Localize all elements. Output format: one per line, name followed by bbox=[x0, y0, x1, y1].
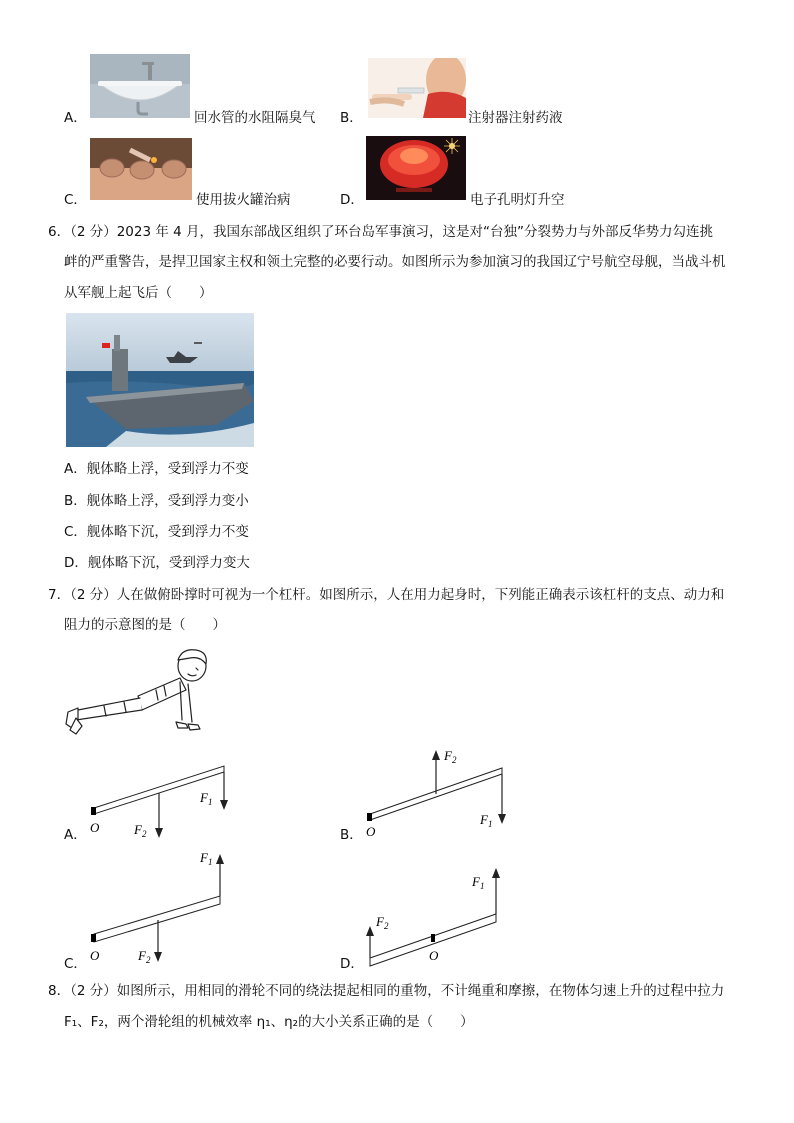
lever-diagram-b[interactable] bbox=[362, 746, 512, 836]
q5-option-a-label: A． bbox=[64, 110, 87, 126]
q7-stem-line2: 阻力的示意图的是（ ） bbox=[64, 617, 226, 633]
syringe-photo bbox=[368, 58, 466, 118]
lever-diagram-a[interactable] bbox=[86, 760, 236, 840]
pivot-label: O bbox=[90, 820, 100, 835]
q7-option-b-label[interactable]: B． bbox=[340, 827, 363, 843]
q7-option-c-label[interactable]: C． bbox=[64, 956, 87, 972]
pivot-marker bbox=[431, 934, 435, 942]
pivot-label: O bbox=[90, 948, 100, 963]
pivot-label: O bbox=[366, 824, 376, 836]
lever-diagram-c[interactable] bbox=[86, 848, 236, 972]
q6-option-c[interactable]: C．舰体略下沉，受到浮力不变 bbox=[64, 524, 249, 540]
force-f2-label: $F_2$ bbox=[138, 948, 151, 965]
pivot-marker bbox=[367, 813, 372, 821]
q5-option-c-label: C． bbox=[64, 192, 87, 208]
force-f2-label: $F_2$ bbox=[444, 748, 457, 765]
q7-option-a-label[interactable]: A． bbox=[64, 827, 87, 843]
pushup-figure bbox=[64, 646, 214, 742]
q5-option-b-label: B． bbox=[340, 110, 363, 126]
q6-option-b[interactable]: B．舰体略上浮，受到浮力变小 bbox=[64, 493, 249, 509]
pivot-marker bbox=[91, 807, 96, 815]
cupping-photo bbox=[90, 138, 192, 200]
q8-stem-line2: F₁、F₂，两个滑轮组的机械效率 η₁、η₂的大小关系正确的是（ ） bbox=[64, 1014, 474, 1030]
q7-stem-line1: 7．（2 分）人在做俯卧撑时可视为一个杠杆。如图所示，人在用力起身时，下列能正确表示该杠杆的支点、动力和 bbox=[48, 587, 725, 603]
q5-option-d-text: 电子孔明灯升空 bbox=[470, 192, 565, 208]
q6-stem-line2: 衅的严重警告，是捍卫国家主权和领土完整的必要行动。如图所示为参加演习的我国辽宁号航空母舰，当战斗机 bbox=[64, 254, 726, 270]
force-f2-label: $F_2$ bbox=[134, 822, 147, 839]
q5-option-d-label: D． bbox=[340, 192, 364, 208]
aircraft-carrier-photo bbox=[66, 313, 254, 447]
pivot-marker bbox=[91, 934, 96, 942]
q7-option-d-label[interactable]: D． bbox=[340, 956, 364, 972]
force-f2-label: $F_2$ bbox=[376, 914, 389, 931]
q5-option-b-text: 注射器注射药液 bbox=[468, 110, 563, 126]
pivot-label: O bbox=[429, 948, 439, 963]
sky-lantern-photo bbox=[366, 136, 466, 200]
q5-option-c-text: 使用拔火罐治病 bbox=[196, 192, 291, 208]
sink-photo bbox=[90, 54, 190, 118]
force-f1-label: $F_1$ bbox=[472, 874, 485, 891]
force-f1-label: $F_1$ bbox=[200, 850, 213, 867]
q6-option-d[interactable]: D．舰体略下沉，受到浮力变大 bbox=[64, 555, 250, 571]
force-f1-label: $F_1$ bbox=[200, 790, 213, 807]
q6-stem-line3: 从军舰上起飞后（ ） bbox=[64, 285, 213, 301]
q6-stem-line1: 6．（2 分）2023 年 4 月，我国东部战区组织了环台岛军事演习，这是对“台独”分裂势力与外部反华势力勾连挑 bbox=[48, 224, 714, 240]
q8-stem-line1: 8．（2 分）如图所示，用相同的滑轮不同的绕法提起相同的重物，不计绳重和摩擦，在物体匀速上升的过程中拉力 bbox=[48, 983, 725, 999]
q6-option-a[interactable]: A．舰体略上浮，受到浮力不变 bbox=[64, 461, 249, 477]
force-f1-label: $F_1$ bbox=[480, 812, 493, 829]
q5-option-a-text: 回水管的水阻隔臭气 bbox=[194, 110, 316, 126]
lever-diagram-d[interactable] bbox=[362, 848, 512, 972]
